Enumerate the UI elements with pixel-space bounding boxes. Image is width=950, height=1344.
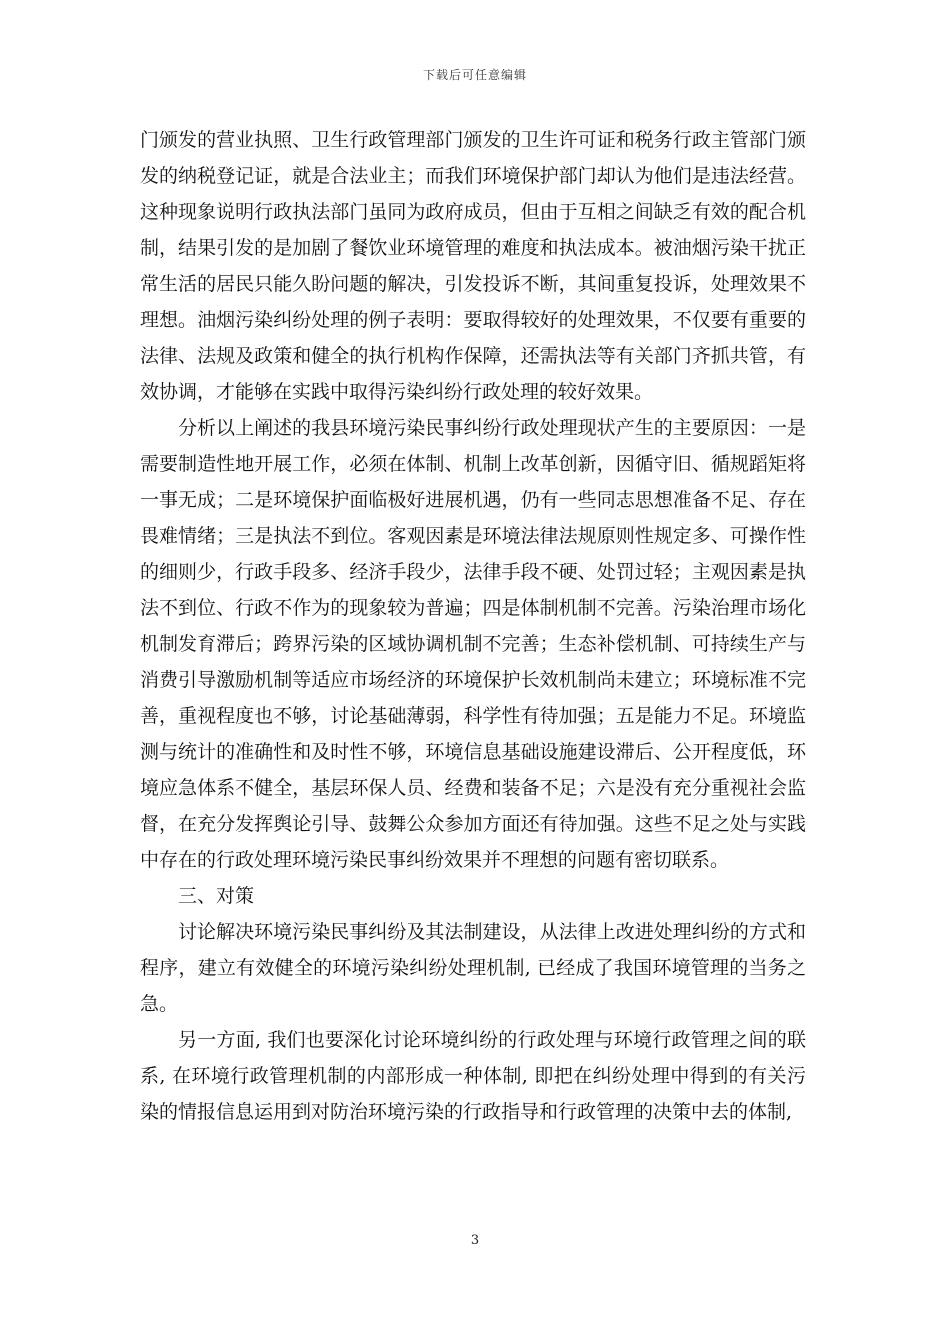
paragraph-countermeasures-detail: 另一方面, 我们也要深化讨论环境纠纷的行政处理与环境行政管理之间的联系, 在环境行政管理机制的内部形成一种体制, 即把在纠纷处理中得到的有关污染的情报信息运用到对防治环境污染的行政指导和行政管理的决策中去的体制,	[140, 1029, 806, 1123]
page-number: 3	[470, 1233, 480, 1248]
paragraph-continuation: 门颁发的营业执照、卫生行政管理部门颁发的卫生许可证和税务行政主管部门颁发的纳税登记证，就是合法业主；而我们环境保护部门却认为他们是违法经营。这种现象说明行政执法部门虽同为政府成员，但由于互相之间缺乏有效的配合机制，结果引发的是加剧了餐饮业环境管理的难度和执法成本。被油烟污染干扰正常生活的居民只能久盼问题的解决，引发投诉不断，其间重复投诉，处理效果不理想。油烟污染纠纷处理的例子表明：要取得较好的处理效果，不仅要有重要的法律、法规及政策和健全的执行机构作保障，还需执法等有关部门齐抓共管，有效协调，才能够在实践中取得污染纠纷行政处理的较好效果。	[140, 129, 806, 403]
section-heading-countermeasures: 三、对策	[178, 885, 255, 907]
page-header: 下载后可任意编辑	[422, 68, 527, 82]
document-body	[140, 122, 806, 1130]
paragraph-cause-analysis: 分析以上阐述的我县环境污染民事纠纷行政处理现状产生的主要原因：一是需要制造性地开展工作，必须在体制、机制上改革创新，因循守旧、循规蹈矩将一事无成；二是环境保护面临极好进展机遇，仍有一些同志思想准备不足、存在畏难情绪；三是执法不到位。客观因素是环境法律法规原则性规定多、可操作性的细则少，行政手段多、经济手段少，法律手段不硬、处罚过轻；主观因素是执法不到位、行政不作为的现象较为普遍；四是体制机制不完善。污染治理市场化机制发育滞后；跨界污染的区域协调机制不完善；生态补偿机制、可持续生产与消费引导激励机制等适应市场经济的环境保护长效机制尚未建立；环境标准不完善，重视程度也不够，讨论基础薄弱，科学性有待加强；五是能力不足。环境监测与统计的准确性和及时性不够，环境信息基础设施建设滞后、公开程度低，环境应急体系不健全，基层环保人员、经费和装备不足；六是没有充分重视社会监督，在充分发挥舆论引导、鼓舞公众参加方面还有待加强。这些不足之处与实践中存在的行政处理环境污染民事纠纷效果并不理想的问题有密切联系。	[140, 417, 806, 871]
paragraph-countermeasures-intro: 讨论解决环境污染民事纠纷及其法制建设，从法律上改进处理纠纷的方式和程序，建立有效健全的环境污染纠纷处理机制, 已经成了我国环境管理的当务之急。	[140, 921, 806, 1015]
